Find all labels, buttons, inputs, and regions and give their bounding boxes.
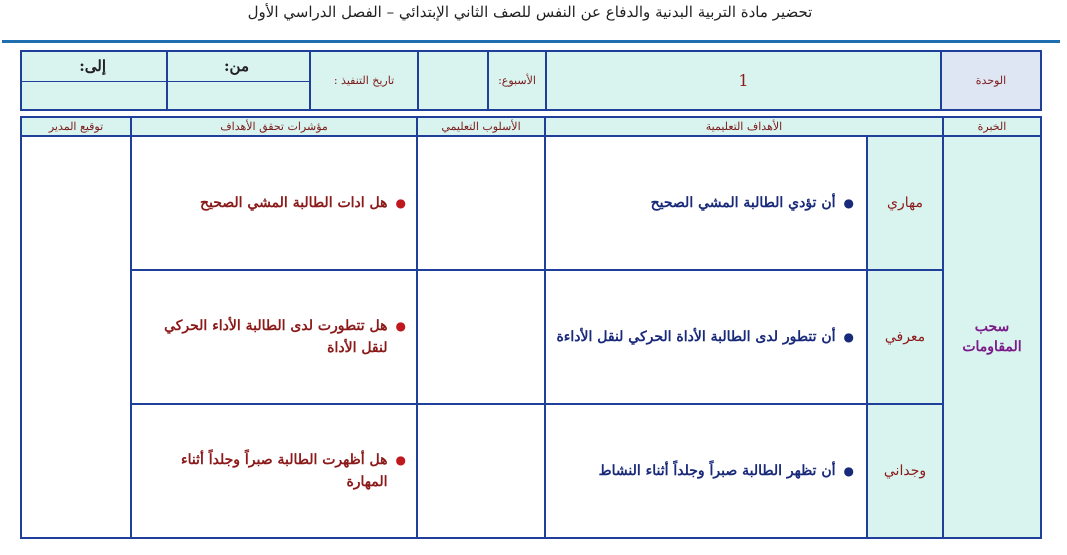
table-row [21, 270, 1041, 404]
to-cell[interactable] [21, 51, 167, 110]
week-label: الأسبوع: [488, 51, 546, 110]
col-principal-signature: توقيع المدير [21, 117, 131, 136]
lesson-info-table [20, 50, 1042, 111]
domain-cell: وجداني [867, 404, 943, 538]
objective-cell [545, 136, 867, 270]
objective-text: أن تؤدي الطالبة المشي الصحيح [650, 195, 836, 211]
indicator-cell [131, 136, 417, 270]
unit-value[interactable]: 1 [546, 51, 941, 110]
title-divider [2, 40, 1060, 43]
bullet-icon: ● [843, 464, 854, 478]
domain-cell: معرفي [867, 270, 943, 404]
table-row [21, 404, 1041, 538]
bullet-icon: ● [395, 196, 406, 210]
col-method: الأسلوب التعليمي [417, 117, 545, 136]
lesson-plan-table [20, 116, 1042, 539]
experience-cell: سحب المقاومات [943, 136, 1041, 538]
objective-cell [545, 404, 867, 538]
to-value[interactable] [22, 82, 166, 109]
col-indicators: مؤشرات تحقق الأهداف [131, 117, 417, 136]
objective-text: أن تتطور لدى الطالبة الأداة الحركي لنقل الأداءة [556, 329, 836, 345]
from-value[interactable] [168, 82, 309, 109]
method-cell[interactable] [417, 404, 545, 538]
indicator-cell [131, 404, 417, 538]
principal-signature-cell[interactable] [21, 136, 131, 538]
indicator-text: هل أظهرت الطالبة صبراً وجلداً أثناء المهارة [180, 452, 388, 490]
from-cell[interactable] [167, 51, 310, 110]
indicator-text: هل تتطورت لدى الطالبة الأداء الحركي لنقل الأداة [164, 318, 388, 356]
bullet-icon: ● [843, 196, 854, 210]
from-label: من: [168, 52, 309, 82]
col-experience: الخبرة [943, 117, 1041, 136]
bullet-icon: ● [395, 453, 406, 467]
unit-label: الوحدة [941, 51, 1041, 110]
week-value[interactable] [418, 51, 488, 110]
indicator-text: هل ادات الطالبة المشي الصحيح [199, 195, 388, 211]
method-cell[interactable] [417, 136, 545, 270]
bullet-icon: ● [395, 319, 406, 333]
objective-text: أن تظهر الطالبة صبراً وجلداً أثناء النشاط [598, 463, 836, 479]
domain-cell: مهاري [867, 136, 943, 270]
bullet-icon: ● [843, 330, 854, 344]
objective-cell [545, 270, 867, 404]
method-cell[interactable] [417, 270, 545, 404]
page-title: تحضير مادة التربية البدنية والدفاع عن النفس للصف الثاني الإبتدائي – الفصل الدراسي الأول [247, 3, 813, 21]
indicator-cell [131, 270, 417, 404]
table-row [21, 136, 1041, 270]
to-label: إلى: [22, 52, 166, 82]
col-objectives: الأهداف التعليمية [545, 117, 943, 136]
exec-date-label: تاريخ التنفيذ : [310, 51, 418, 110]
